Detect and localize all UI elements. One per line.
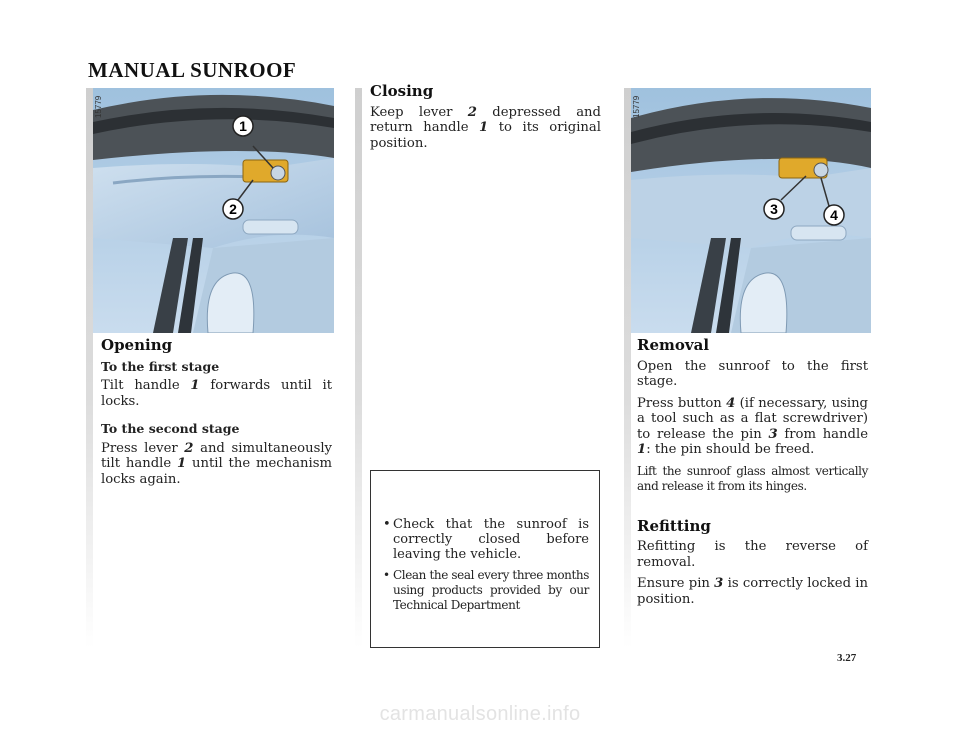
removal-heading: Removal xyxy=(637,336,710,354)
stage2-subheading: To the second stage xyxy=(101,421,240,436)
closing-section xyxy=(370,84,601,157)
removal-section xyxy=(637,338,868,613)
refitting-heading: Refitting xyxy=(637,516,711,535)
figure-code: 15779 xyxy=(632,95,641,118)
note-item: • Check that the sunroof is correctly closed before leaving the vehicle. xyxy=(383,517,589,562)
callout-2: 2 xyxy=(229,201,237,217)
removal-para3: Lift the sunroof glass almost vertically and release it from its hinges. xyxy=(637,463,868,493)
opening-heading: Opening xyxy=(101,336,173,354)
page-title: MANUAL SUNROOF xyxy=(88,58,297,82)
opening-section xyxy=(101,338,332,493)
sunroof-opening-illustration xyxy=(93,88,334,333)
callout-1: 1 xyxy=(239,118,247,134)
page-number: 3.27 xyxy=(837,652,857,664)
refitting-para1: Refitting is the reverse of removal. xyxy=(637,539,868,570)
closing-text: Keep lever 2 depressed and return handle 1 to its original position. xyxy=(370,104,601,151)
watermark: carmanualsonline.info xyxy=(379,703,581,725)
callout-3: 3 xyxy=(770,201,778,217)
figure-code: 15779 xyxy=(94,95,103,118)
removal-para2: Press button 4 (if necessary, using a tool such as a flat screwdriver) to release the pin 3 from handle 1: the pin should be freed. xyxy=(637,395,869,457)
sunroof-removal-illustration xyxy=(631,88,871,333)
column-divider-middle xyxy=(355,88,362,648)
note-item: • Clean the seal every three months using products provided by our Technical Department xyxy=(383,568,589,613)
closing-heading: Closing xyxy=(370,82,434,100)
column-divider-right xyxy=(624,88,631,648)
callout-4: 4 xyxy=(830,207,838,223)
column-divider-left xyxy=(86,88,93,648)
stage1-subheading: To the first stage xyxy=(101,358,220,374)
stage1-text: Tilt handle 1 forwards until it locks. xyxy=(101,378,332,409)
removal-para1: Open the sunroof to the first stage. xyxy=(637,358,868,389)
note-box xyxy=(370,470,600,648)
stage2-text: Press lever 2 and simultaneously tilt handle 1 until the mechanism locks again. xyxy=(101,440,333,487)
refitting-para2: Ensure pin 3 is correctly locked in position. xyxy=(637,576,868,607)
